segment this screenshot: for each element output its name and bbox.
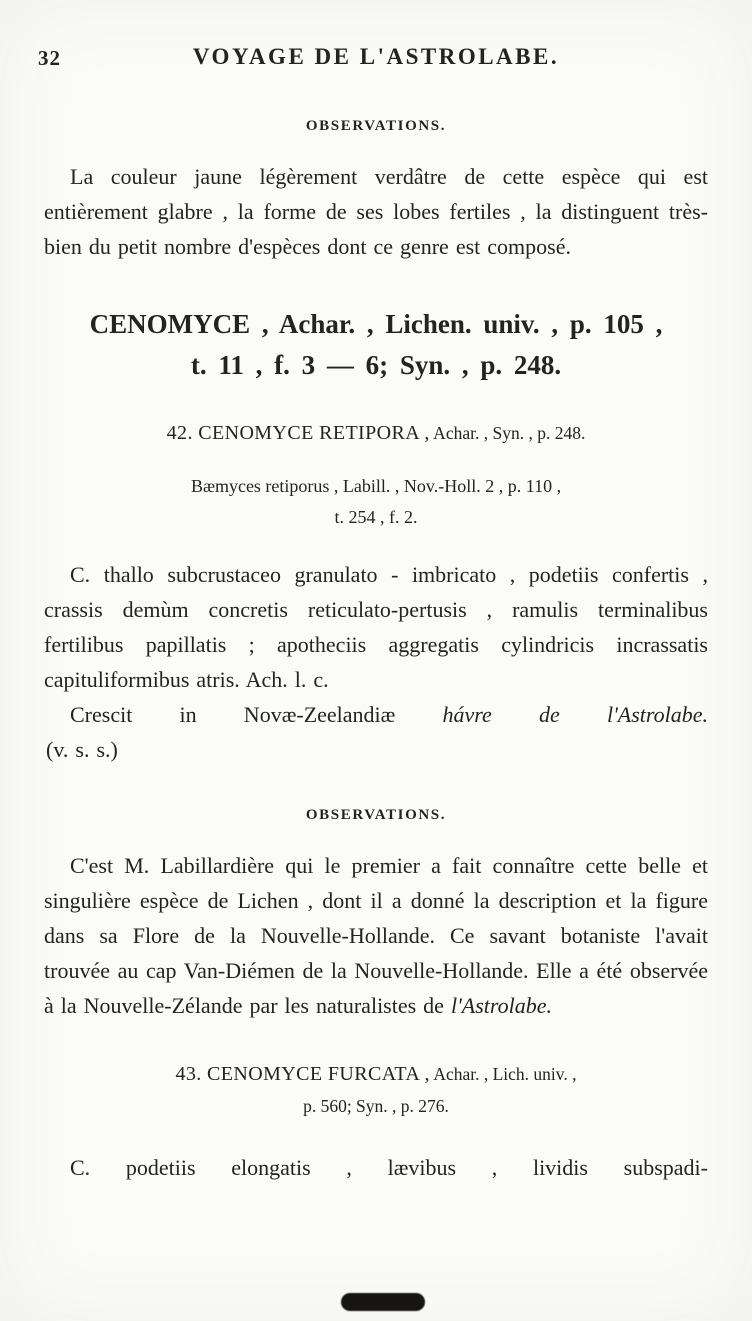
species-43-description-partial: C. podetiis elongatis , lævibus , lividis subspadi- <box>70 1155 708 1180</box>
page-number: 32 <box>38 46 61 70</box>
species-42-synonym-line2: t. 254 , f. 2. <box>334 507 418 527</box>
observations-2-text-italic: l'Astrolabe. <box>450 993 553 1018</box>
observations-heading-1: OBSERVATIONS. <box>305 118 447 134</box>
species-43-name: 43. CENOMYCE FURCATA , <box>175 1063 430 1085</box>
species-42-title <box>44 422 708 445</box>
genus-heading-line2: t. 11 , f. 3 — 6; Syn. , p. 248. <box>190 350 562 380</box>
page-header <box>38 44 708 78</box>
species-42-reference: Achar. , Syn. , p. 248. <box>429 423 586 443</box>
observations-heading-2: OBSERVATIONS. <box>305 807 447 823</box>
genus-heading-line1: CENOMYCE , Achar. , Lichen. univ. , p. 105 , <box>89 309 663 339</box>
habitat-location-italic: hávre de l'Astrolabe. <box>442 702 709 727</box>
species-43-title-line2: p. 560; Syn. , p. 276. <box>303 1096 449 1116</box>
observations-paragraph-1: La couleur jaune légèrement verdâtre de cette espèce qui est entièrement glabre , la forme de ses lobes fertiles , la distinguent très-bien du petit nombre d'espèces dont ce genre est composé. <box>44 164 708 259</box>
species-42-specimen-note: (v. s. s.) <box>46 737 118 762</box>
species-42-name: 42. CENOMYCE RETIPORA , <box>166 422 430 444</box>
species-42-synonym-line1: Bæmyces retiporus , Labill. , Nov.-Holl. 2 , p. 110 , <box>190 476 562 496</box>
species-43-reference: Achar. , Lich. univ. , <box>429 1064 577 1084</box>
scan-artifact-mark <box>341 1293 425 1311</box>
species-42-synonym <box>44 471 708 533</box>
species-43-title <box>44 1059 708 1122</box>
observations-2-text-roman: C'est M. Labillardière qui le premier a fait connaître cette belle et singulière espèce de Lichen , dont il a donné la description et la figure dans sa Flore de la Nouvelle-Hollande. Ce savant botaniste l'avait trouvée au cap Van-Diémen de la Nouvelle-Hollande. Elle a été observée à la Nouvelle-Zélande par les naturalistes de <box>44 853 708 1018</box>
species-42-habitat <box>44 697 708 732</box>
observations-paragraph-2 <box>44 848 708 1023</box>
species-43-title-line1 <box>44 1059 708 1091</box>
genus-heading <box>44 304 708 386</box>
species-42-description: C. thallo subcrustaceo granulato - imbricato , podetiis confertis , crassis demùm concretis reticulato-pertusis , ramulis terminalibus fertilibus papillatis ; apotheciis aggregatis cylindricis incrassatis capituliformibus atris. Ach. l. c. <box>44 562 708 692</box>
running-title: VOYAGE DE L'ASTROLABE. <box>192 44 560 69</box>
habitat-location-roman: Crescit in Novæ-Zeelandiæ <box>70 702 443 727</box>
